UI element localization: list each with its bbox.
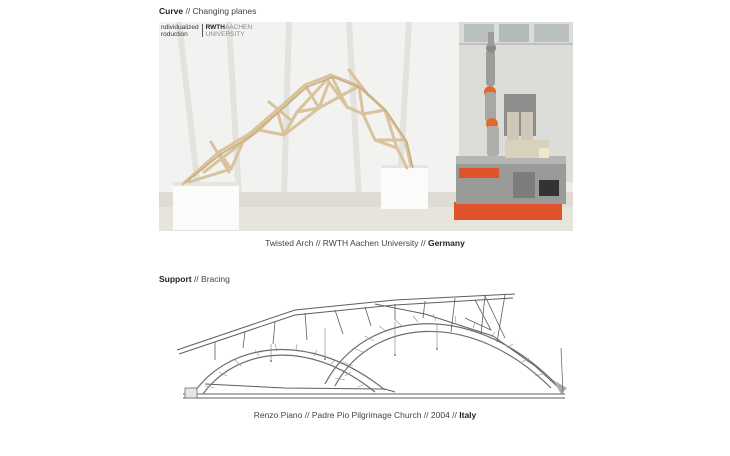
- photo-caption-twisted-arch: [0, 238, 730, 248]
- bracing-line-drawing: [175, 288, 575, 406]
- rwth-brand-suffix: AACHEN: [224, 24, 253, 31]
- logo-separator: [202, 24, 203, 37]
- section-subtitle: // Bracing: [191, 274, 230, 284]
- twisted-arch-photo: [159, 22, 573, 231]
- caption-country: Italy: [459, 410, 477, 420]
- rwth-brand-line-2: UNIVERSITY: [205, 31, 245, 38]
- section-subtitle: // Changing planes: [183, 6, 257, 16]
- section-title: Support: [159, 274, 192, 284]
- individualized-production-logo: [161, 24, 252, 38]
- logo-line-1: ndividualized: [161, 24, 199, 31]
- padre-pio-church-drawing: [175, 288, 575, 406]
- caption-text: Twisted Arch // RWTH Aachen University //: [265, 238, 428, 248]
- section-heading-curve: [159, 6, 256, 16]
- caption-country: Germany: [427, 238, 465, 248]
- section-title: Curve: [159, 6, 184, 16]
- rwth-brand: RWTH: [205, 24, 225, 31]
- caption-text: Renzo Piano // Padre Pio Pilgrimage Church // 2004 //: [253, 410, 460, 420]
- section-heading-support: [159, 274, 230, 284]
- photo-illustration: [159, 22, 573, 231]
- drawing-caption-padre-pio: [0, 410, 730, 420]
- logo-line-2: roduction: [161, 31, 188, 38]
